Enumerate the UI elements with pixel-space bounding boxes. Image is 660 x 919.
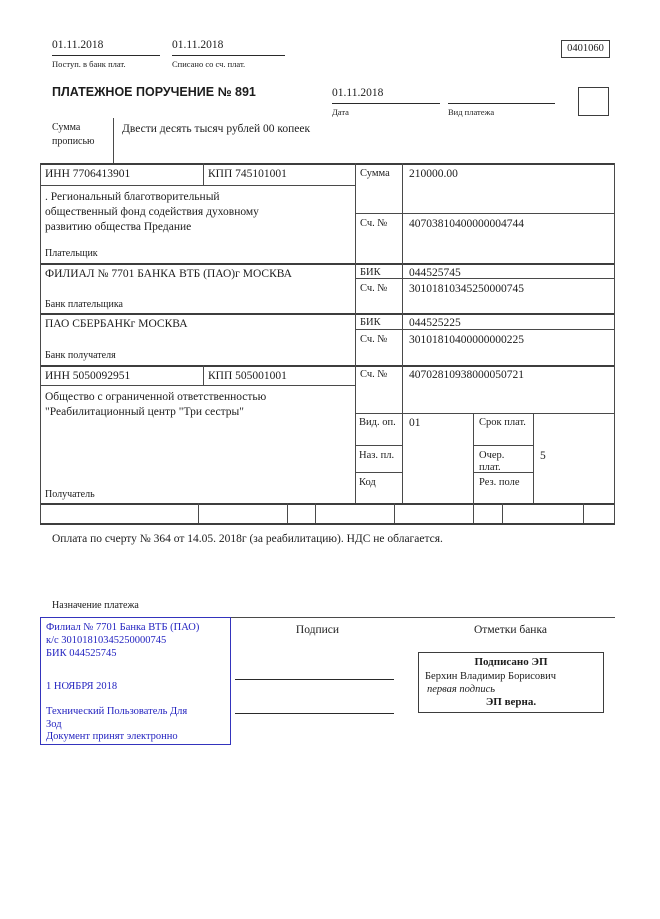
field-row-divider xyxy=(287,503,288,523)
status-box xyxy=(578,87,609,116)
received-date: 01.11.2018 xyxy=(52,39,104,51)
payee-bank-account-value: 30101810400000000225 xyxy=(409,334,524,346)
table-border-line xyxy=(355,329,615,330)
payer-bank-bik-label: БИК xyxy=(360,267,381,278)
payee-bank-bik-value: 044525225 xyxy=(409,317,461,329)
table-border-line xyxy=(40,523,615,525)
stamp-line: БИК 044525745 xyxy=(46,648,117,659)
payer-name-line: развитию общества Предание xyxy=(45,221,192,233)
field-row-divider xyxy=(583,503,584,523)
amount-words-divider xyxy=(113,118,114,163)
payee-inn: ИНН 5050092951 xyxy=(45,370,131,382)
received-date-caption: Поступ. в банк плат. xyxy=(52,59,126,69)
date-underline xyxy=(332,103,440,104)
payment-type-caption: Вид платежа xyxy=(448,107,495,117)
signed-ep-title: Подписано ЭП xyxy=(474,656,548,668)
table-border-line xyxy=(355,445,402,446)
payee-account-label: Сч. № xyxy=(360,369,388,380)
received-date-underline xyxy=(52,55,160,56)
stamp-line: Технический Пользователь Для xyxy=(46,706,188,717)
table-border-line xyxy=(40,263,615,265)
payee-bank-name: ПАО СБЕРБАНКг МОСКВА xyxy=(45,318,188,330)
table-border-line xyxy=(40,313,615,315)
table-border-line xyxy=(355,213,615,214)
payee-bank-bik-label: БИК xyxy=(360,317,381,328)
table-border-line xyxy=(355,472,402,473)
amount-words-value: Двести десять тысяч рублей 00 копеек xyxy=(122,123,311,135)
table-border-line xyxy=(533,413,534,503)
signer-name: Берхин Владимир Борисович xyxy=(425,671,556,682)
document-date: 01.11.2018 xyxy=(332,87,384,99)
stamp-line: Зод xyxy=(46,719,62,730)
document-title: ПЛАТЕЖНОЕ ПОРУЧЕНИЕ № 891 xyxy=(52,85,256,99)
form-code-box xyxy=(561,40,610,58)
table-border-line xyxy=(402,163,403,503)
payer-bank-account-value: 30101810345250000745 xyxy=(409,283,524,295)
field-row-divider xyxy=(394,503,395,523)
field-row-divider xyxy=(473,503,474,523)
payee-bank-section-label: Банк получателя xyxy=(45,350,116,361)
payer-account-value: 40703810400000004744 xyxy=(409,218,524,230)
date-caption: Дата xyxy=(332,107,349,117)
field-row-divider xyxy=(502,503,503,523)
stamp-line: к/с 30101810345250000745 xyxy=(46,635,167,646)
amount-label: Сумма xyxy=(360,168,390,179)
signature-line xyxy=(235,713,394,714)
payment-purpose-label: Назначение платежа xyxy=(52,600,139,611)
payment-type-underline xyxy=(448,103,555,104)
payee-name-line: "Реабилитационный центр "Три сестры" xyxy=(45,406,244,418)
table-border-line xyxy=(614,163,615,523)
table-border-line xyxy=(40,365,615,367)
table-border-line xyxy=(203,163,204,185)
ep-verified-text: ЭП верна. xyxy=(485,696,537,708)
bank-marks-label: Отметки банка xyxy=(474,624,547,636)
term-label: Срок плат. xyxy=(479,417,526,428)
table-border-line xyxy=(40,385,355,386)
priority-value: 5 xyxy=(540,450,546,462)
table-border-line xyxy=(355,413,615,414)
table-border-line xyxy=(203,365,204,385)
stamp-line: Документ принят электронно xyxy=(46,731,178,742)
stamp-line: Филиал № 7701 Банка ВТБ (ПАО) xyxy=(46,622,200,633)
debited-date: 01.11.2018 xyxy=(172,39,224,51)
payee-kpp: КПП 505001001 xyxy=(208,370,287,382)
priority-label: Очер. плат. xyxy=(479,450,505,473)
payer-bank-section-label: Банк плательщика xyxy=(45,299,123,310)
table-border-line xyxy=(355,278,615,279)
amount-words-label-2: прописью xyxy=(52,136,95,147)
payer-inn: ИНН 7706413901 xyxy=(45,168,131,180)
table-border-line xyxy=(40,503,615,505)
payment-purpose-text: Оплата по счерту № 364 от 14.05. 2018г (за реабилитацию). НДС не облагается. xyxy=(52,533,443,545)
op-type-value: 01 xyxy=(409,417,421,429)
table-border-line xyxy=(355,163,356,503)
table-border-line xyxy=(40,163,615,165)
payee-name-line: Общество с ограниченной ответственностью xyxy=(45,391,267,403)
stamp-line: 1 НОЯБРЯ 2018 xyxy=(46,681,118,692)
payer-bank-bik-value: 044525745 xyxy=(409,267,461,279)
op-type-label: Вид. оп. xyxy=(359,417,396,428)
signature-type: первая подпись xyxy=(427,684,496,695)
payer-kpp: КПП 745101001 xyxy=(208,168,287,180)
field-row-divider xyxy=(315,503,316,523)
purpose-code-label: Наз. пл. xyxy=(359,450,395,461)
payer-name-line: общественный фонд содействия духовному xyxy=(45,206,259,218)
form-code: 0401060 xyxy=(567,43,604,54)
debited-date-caption: Списано со сч. плат. xyxy=(172,59,246,69)
signature-line xyxy=(235,679,394,680)
payer-name-line: . Региональный благотворительный xyxy=(45,191,220,203)
debited-date-underline xyxy=(172,55,285,56)
amount-value: 210000.00 xyxy=(409,168,458,180)
table-border-line xyxy=(473,413,474,503)
payer-bank-name: ФИЛИАЛ № 7701 БАНКА ВТБ (ПАО)г МОСКВА xyxy=(45,268,292,280)
reserve-field-label: Рез. поле xyxy=(479,477,520,488)
signatures-label: Подписи xyxy=(295,624,340,636)
table-border-line xyxy=(40,185,355,186)
amount-words-label-1: Сумма xyxy=(52,122,81,133)
payee-bank-account-label: Сч. № xyxy=(360,334,388,345)
payer-section-label: Плательщик xyxy=(45,248,98,259)
payer-bank-account-label: Сч. № xyxy=(360,283,388,294)
table-border-line xyxy=(40,163,41,523)
payee-account-value: 40702810938000050721 xyxy=(409,369,524,381)
field-row-divider xyxy=(198,503,199,523)
payer-account-label: Сч. № xyxy=(360,218,388,229)
table-border-line xyxy=(473,445,533,446)
code-label: Код xyxy=(359,477,376,488)
payee-section-label: Получатель xyxy=(45,489,95,500)
